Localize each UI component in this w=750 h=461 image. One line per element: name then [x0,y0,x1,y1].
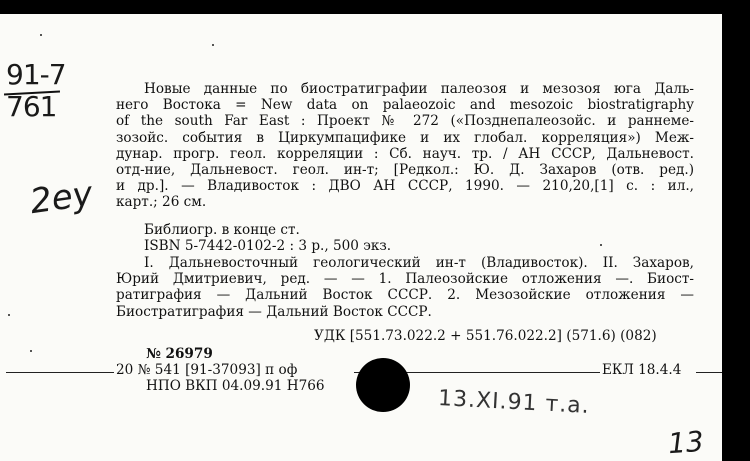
subject-headings [116,255,694,320]
bibliographic-entry [116,81,694,211]
speck [212,44,214,46]
speck [30,350,32,352]
entry-line: дунар. прогр. геол. корреляции : Сб. науч. тр. / АН СССР, Дальневост. [116,145,694,162]
subject-line: Юрий Дмитриевич, ред. — — 1. Палеозойские отложения —. Биост- [116,271,694,288]
handwritten-number: 13 [666,424,705,461]
bibliography-note: Библиогр. в конце ст. [144,222,300,238]
speck [40,34,42,36]
punch-hole [356,358,410,412]
speck [8,314,10,316]
printer-line: НПО ВКП 04.09.91 Н766 [146,378,325,394]
entry-line: и др.]. — Владивосток : ДВО АН СССР, 1990. — 210,20,[1] с. : ил., [116,178,694,195]
call-number-bottom: 761 [6,90,57,123]
entry-line: Новые данные по биостратиграфии палеозоя и мезозоя юга Даль- [144,81,694,97]
subject-line: ратиграфия — Дальний Восток СССР. 2. Мезозойские отложения — [116,287,694,304]
entry-line: карт.; 26 см. [116,194,207,211]
card-edge-shadow [722,0,750,461]
notes-block [116,222,694,254]
subject-line: I. Дальневосточный геологический ин-т (Владивосток). II. Захаров, [144,255,694,271]
isbn-line: ISBN 5-7442-0102-2 : 3 р., 500 экз. [144,238,392,255]
footer-rule [6,372,114,373]
handwritten-date: 13.XI.91 т.а. [437,386,591,419]
order-line: 20 № 541 [91-37093] п оф [116,362,298,378]
record-number: № 26979 [146,346,213,362]
entry-line: зозойс. события в Циркумпацифике и их глобал. корреляция») Меж- [116,129,694,146]
udc-classification: УДК [551.73.022.2 + 551.76.022.2] (571.6) (082) [314,328,657,344]
entry-line: of the south Far East : Проект № 272 («Позднепалеозойс. и раннеме- [116,113,694,130]
entry-line: отд-ние, Дальневост. геол. ин-т; [Редкол.: Ю. Д. Захаров (отв. ред.) [116,161,694,178]
subject-line: Биостратиграфия — Дальний Восток СССР. [116,303,432,320]
ekl-code: ЕКЛ 18.4.4 [602,362,682,378]
call-number-top: 91-7 [6,58,66,91]
handwritten-initials: 2ey [27,173,96,223]
footer-rule [696,372,722,373]
entry-line: него Востока = New data on palaeozoic and mesozoic biostratigraphy [116,97,694,114]
